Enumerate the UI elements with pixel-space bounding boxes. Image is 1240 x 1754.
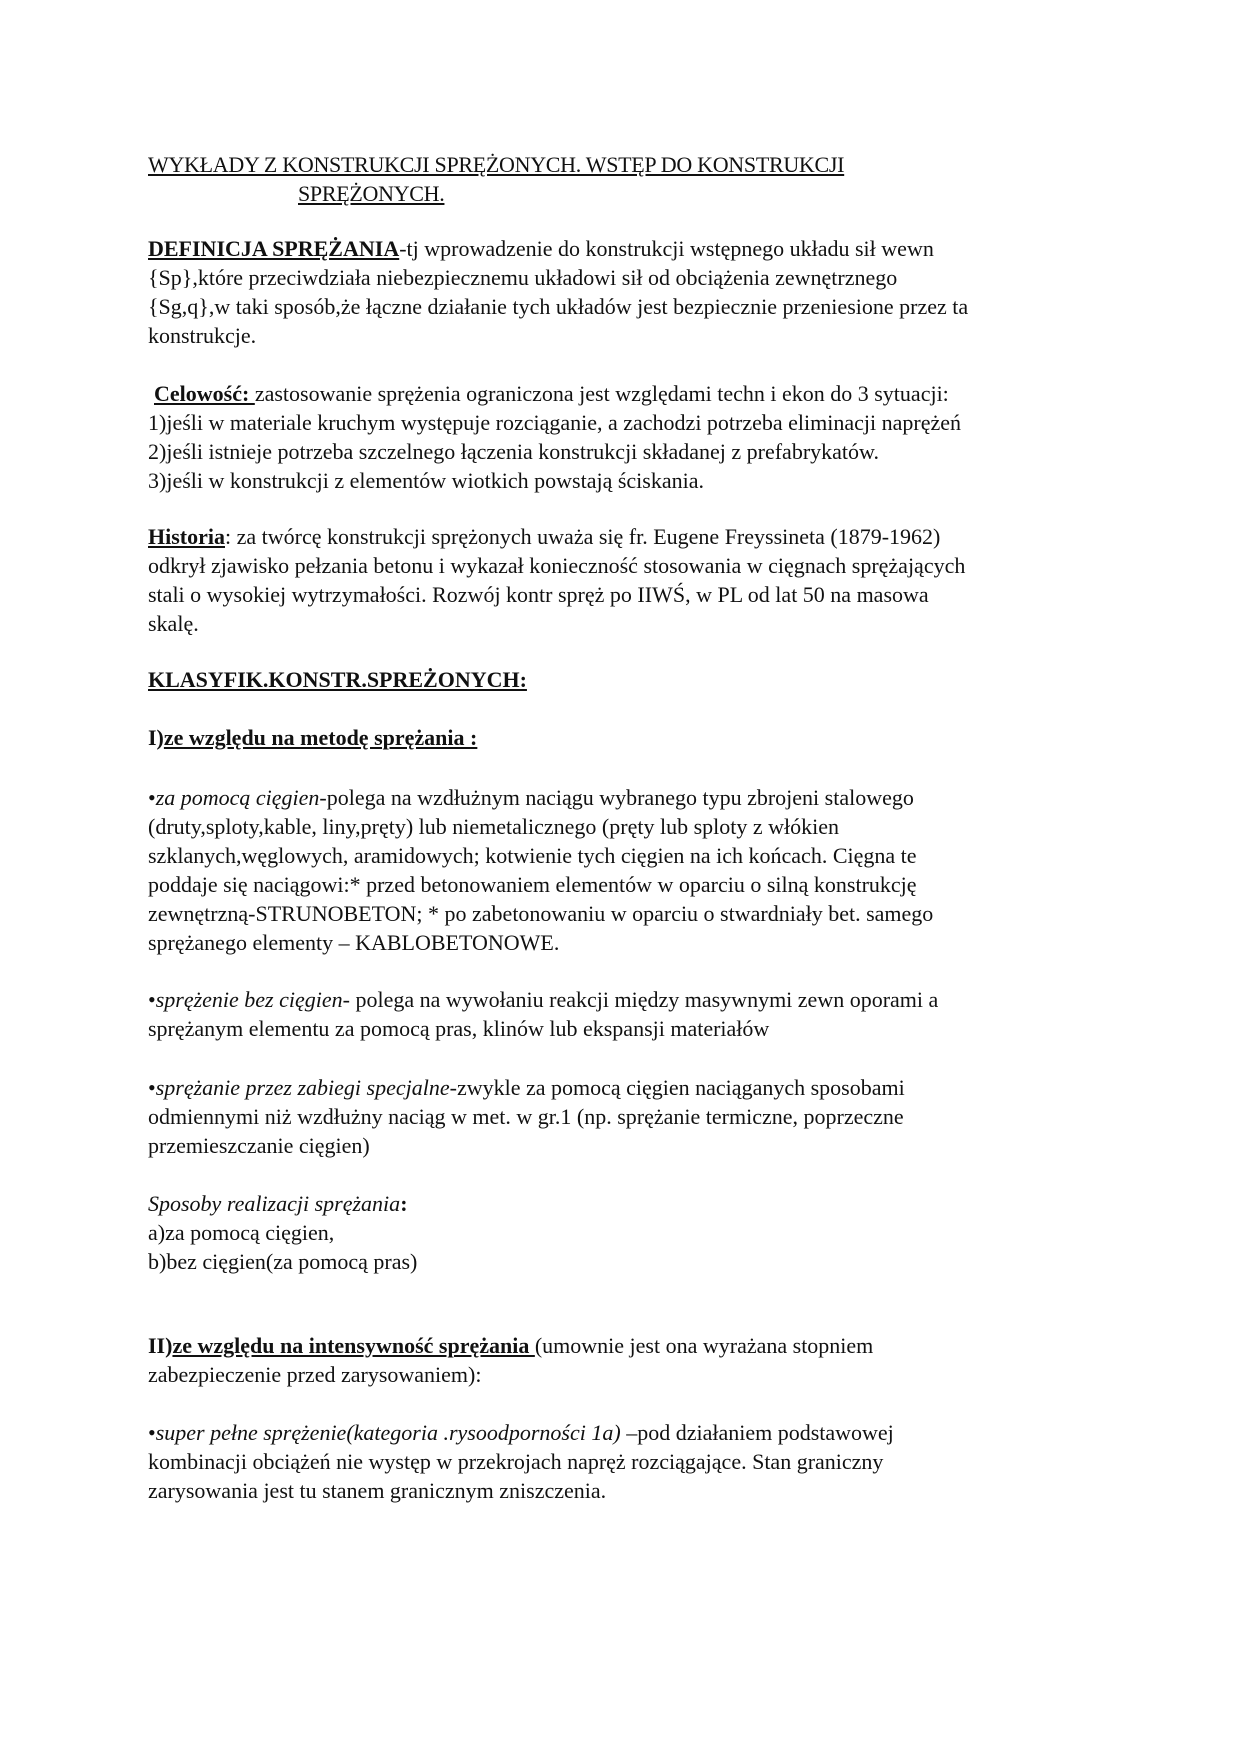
text-line: zewnętrzną-STRUNOBETON; * po zabetonowaniu w oparciu o stwardniały bet. samego [148, 901, 934, 926]
text-line: 1)jeśli w materiale kruchym występuje rozciąganie, a zachodzi potrzeba eliminacji naprężeń [148, 410, 962, 435]
title-line-1: WYKŁADY Z KONSTRUKCJI SPRĘŻONYCH. WSTĘP DO KONSTRUKCJI [148, 152, 845, 177]
bullet-icon: • [148, 1075, 156, 1100]
text-line: sprężanym elementu za pomocą pras, klinów lub ekspansji materiałów [148, 1016, 770, 1041]
list-item-special [148, 1073, 905, 1160]
list-item-no-tendons [148, 985, 938, 1043]
item-term: super pełne sprężenie(kategoria .rysoodporności 1a) [155, 1420, 621, 1445]
methods-heading: Sposoby realizacji sprężania [148, 1191, 401, 1216]
section-2-heading [148, 1331, 873, 1389]
document-title [148, 150, 844, 208]
text-line: konstrukcje. [148, 323, 257, 348]
text-line: –pod działaniem podstawowej [620, 1420, 894, 1445]
definition-heading: DEFINICJA SPRĘŻANIA [148, 236, 400, 261]
item-term: sprężanie przez zabiegi specjalne- [155, 1075, 457, 1100]
section-1-heading [148, 723, 477, 752]
text-line: polega na wywołaniu reakcji między masywnymi zewn oporami a [349, 987, 939, 1012]
methods-paragraph [148, 1189, 417, 1276]
text-line: poddaje się naciągowi:* przed betonowaniem elementów w oparciu o silną konstrukcję [148, 872, 917, 897]
text-line: polega na wzdłużnym naciągu wybranego typu zbrojeni stalowego [326, 785, 914, 810]
text-line: -tj wprowadzenie do konstrukcji wstępnego układu sił wewn [399, 236, 934, 261]
history-heading: Historia [148, 524, 225, 549]
section-prefix: I) [148, 725, 164, 750]
text-line: kombinacji obciążeń nie występ w przekrojach napręż rozciągające. Stan graniczny [148, 1449, 884, 1474]
bullet-icon: • [148, 1420, 156, 1445]
text-line: {Sp},które przeciwdziała niebezpiecznemu układowi sił od obciążenia zewnętrznego [148, 265, 898, 290]
history-paragraph [148, 522, 965, 638]
text-line: b)bez cięgien(za pomocą pras) [148, 1249, 418, 1274]
text-line: stali o wysokiej wytrzymałości. Rozwój kontr spręż po IIWŚ, w PL od lat 50 na masowa [148, 582, 929, 607]
item-term: sprężenie bez cięgien- [155, 987, 350, 1012]
bullet-icon: • [148, 987, 156, 1012]
text-line: szklanych,węglowych, aramidowych; kotwienie tych cięgien na ich końcach. Cięgna te [148, 843, 917, 868]
list-item-super-full [148, 1418, 894, 1505]
text-line: 2)jeśli istnieje potrzeba szczelnego łączenia konstrukcji składanej z prefabrykatów. [148, 439, 879, 464]
text-line: {Sg,q},w taki sposób,że łączne działanie tych układów jest bezpiecznie przeniesione przez ta [148, 294, 969, 319]
section-prefix: II) [148, 1333, 173, 1358]
text-line: odkrył zjawisko pełzania betonu i wykazał konieczność stosowania w cięgnach sprężających [148, 553, 966, 578]
text-line: 3)jeśli w konstrukcji z elementów wiotkich powstają ściskania. [148, 468, 704, 493]
text-line: a)za pomocą cięgien, [148, 1220, 335, 1245]
text-line: : za twórcę konstrukcji sprężonych uważa się fr. Eugene Freyssineta (1879-1962) [225, 524, 941, 549]
bullet-icon: • [148, 785, 156, 810]
text-line: (umownie jest ona wyrażana stopniem [534, 1333, 874, 1358]
item-term: za pomocą cięgien- [155, 785, 327, 810]
text-line: zwykle za pomocą cięgien naciąganych sposobami [456, 1075, 905, 1100]
text-line: zastosowanie sprężenia ograniczona jest względami techn i ekon do 3 sytuacji: [254, 381, 949, 406]
text-line: sprężanego elementy – KABLOBETONOWE. [148, 930, 560, 955]
classification-heading: KLASYFIK.KONSTR.SPREŻONYCH: [148, 667, 527, 692]
text-line: odmiennymi niż wzdłużny naciąg w met. w gr.1 (np. sprężanie termiczne, poprzeczne [148, 1104, 904, 1129]
purpose-heading: Celowość: [154, 381, 255, 406]
text-line: zabezpieczenie przed zarysowaniem): [148, 1362, 482, 1387]
title-line-2: SPRĘŻONYCH. [298, 181, 445, 206]
section-title: ze względu na intensywność sprężania [172, 1333, 535, 1358]
purpose-paragraph [148, 379, 961, 495]
text-line: (druty,sploty,kable, liny,pręty) lub niemetalicznego (pręty lub sploty z włókien [148, 814, 839, 839]
text-line: zarysowania jest tu stanem granicznym zniszczenia. [148, 1478, 607, 1503]
definition-paragraph [148, 234, 968, 350]
text-line: przemieszczanie cięgien) [148, 1133, 370, 1158]
section-title: ze względu na metodę sprężania : [163, 725, 478, 750]
list-item-tendons [148, 783, 933, 957]
colon: : [400, 1191, 408, 1216]
text-line: skalę. [148, 611, 199, 636]
